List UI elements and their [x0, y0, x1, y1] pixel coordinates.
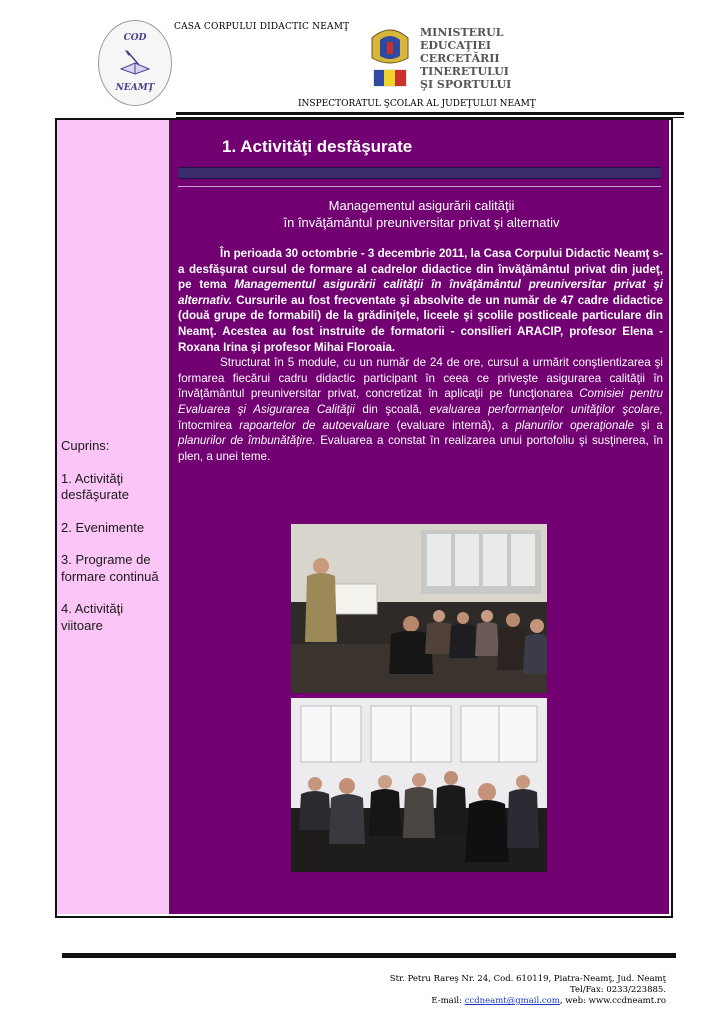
ministry-line: EDUCAŢIEI — [420, 39, 492, 52]
cod-neamt-logo — [98, 20, 172, 106]
header-divider — [176, 112, 684, 115]
article-title — [180, 197, 663, 231]
footer-phone: Tel/Fax: 0233/223885. — [569, 985, 666, 995]
footer-contact — [390, 974, 666, 1007]
p2-italic-reports: rapoartelor de autoevaluare — [239, 418, 390, 432]
contents-item-activities[interactable]: 1. Activităţi desfăşurate — [61, 470, 129, 502]
ministry-line: TINERETULUI — [420, 65, 509, 78]
p2-text-end: Evaluarea a constat în realizarea unui portofoliu şi susţinerea, în plen, a unei teme. — [178, 434, 663, 463]
course-photo-audience — [291, 698, 547, 872]
footer-address: Str. Petru Rareş Nr. 24, Cod. 610119, Piatra-Neamţ, Jud. Neamţ — [389, 974, 666, 984]
contents-menu — [61, 438, 167, 650]
title-thin-rule — [178, 186, 661, 187]
ministry-logo-text — [420, 26, 511, 91]
logo-bottom-text: NEAMŢ — [115, 83, 155, 93]
title-underline-bar — [178, 167, 661, 179]
contents-item-training-programs[interactable]: 3. Programe de formare continuă — [61, 552, 159, 584]
article-body — [178, 246, 663, 464]
ministry-line: CERCETĂRII — [420, 52, 500, 65]
ministry-line: MINISTERUL — [420, 26, 504, 39]
web-text: , web: www.ccdneamt.ro — [559, 996, 666, 1006]
organization-name: CASA CORPULUI DIDACTIC NEAMŢ — [174, 22, 350, 32]
footer-divider — [62, 953, 676, 958]
article-title-line-2: în învăţământul preuniversitar privat şi alternativ — [283, 215, 560, 230]
article-title-line-1: Managementul asigurării calităţii — [328, 198, 515, 213]
romania-coat-of-arms-icon — [368, 24, 412, 90]
paragraph-1 — [178, 246, 663, 355]
p1-text: În perioada 30 octombrie - 3 decembrie 2011, la Casa Corpului Didactic Neamţ s-a desfăşurat cursul de formare al cadrelor didactice din învăţământul privat din judeţ, pe tema — [178, 247, 663, 292]
section-title: 1. Activităţi desfăşurate — [222, 137, 413, 156]
email-label: E-mail: — [431, 996, 465, 1006]
paragraph-2 — [178, 355, 663, 464]
p2-text: Structurat în 5 module, cu un număr de 24 de ore, cursul a urmărit conştientizarea şi formarea fiecărui cadru didactic participant în ceea ce priveşte asigurarea calităţii în învăţământul preuniversitar privat, concretizat în aplicaţii pe funcţionarea — [178, 356, 663, 401]
ministry-line: ŞI SPORTULUI — [420, 78, 512, 91]
contents-item-events[interactable]: 2. Evenimente — [61, 519, 145, 535]
p2-italic-commission: Comisiei pentru Evaluarea şi Asigurarea Calităţii — [178, 387, 663, 416]
audience-scene-image — [291, 698, 547, 872]
classroom-scene-image — [291, 524, 547, 693]
inspectorate-name: INSPECTORATUL ŞCOLAR AL JUDEŢULUI NEAMŢ — [298, 99, 536, 109]
p2-text: din şcoală, — [354, 402, 430, 416]
logo-top-text: COD — [123, 33, 147, 43]
contents-item-future-activities[interactable]: 4. Activităţi viitoare — [61, 601, 124, 633]
p1-course-title: Managementul asigurării calităţii în învăţământul preuniversitar privat şi alternativ. — [178, 278, 663, 307]
p2-italic-evaluation: evaluarea performanţelor unităţilor şcolare, — [429, 402, 663, 416]
email-link[interactable]: ccdneamt@gmail.com — [464, 996, 560, 1006]
book-quill-icon — [119, 49, 151, 75]
footer-email-web — [390, 996, 666, 1007]
p1-text-end: Cursurile au fost frecventate şi absolvite de un număr de 47 cadre didactice (două grupe de formabili) de la grădiniţele, liceele şi şcolile postliceale particulare din Neamţ. Acestea au fost instruite de formatorii - consilieri ARACIP, profesor Elena - Roxana Irina şi profesor Mihai Floroaia. — [178, 293, 663, 354]
contents-heading: Cuprins: — [61, 438, 110, 453]
p2-text: întocmirea — [178, 418, 240, 432]
p2-text: (evaluare internă), a — [389, 418, 516, 432]
p2-italic-improvement: planurilor de îmbunătăţire. — [178, 434, 316, 448]
course-photo-presenter — [291, 524, 547, 693]
p2-text: şi a — [633, 418, 663, 432]
p2-italic-plans: planurilor operaţionale — [515, 418, 634, 432]
